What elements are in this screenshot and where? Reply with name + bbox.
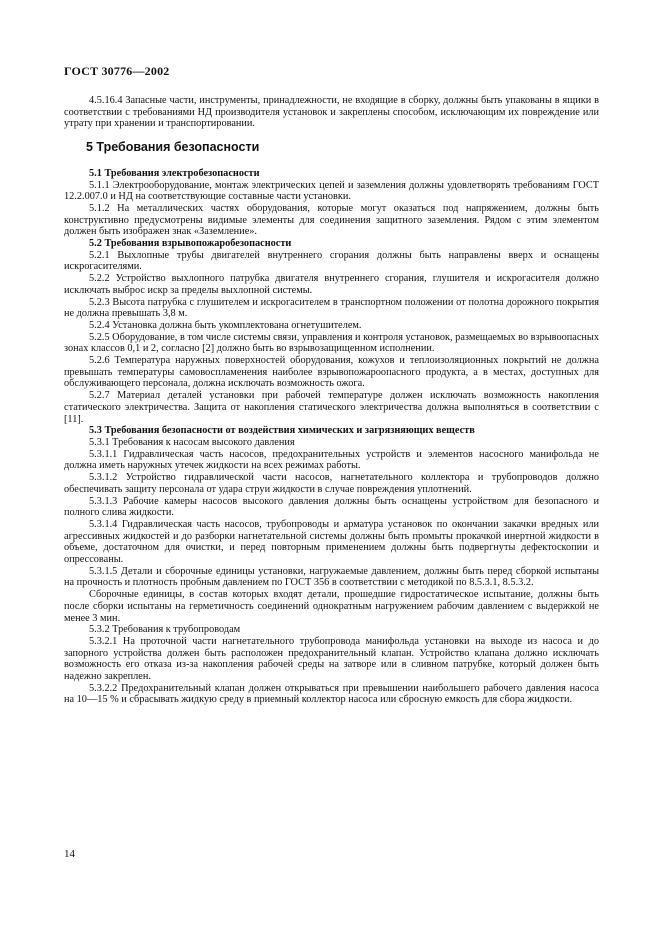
paragraph-5-1-1: 5.1.1 Электрооборудование, монтаж электрических цепей и заземления должны удовлетворять требованиям ГОСТ 12.2.007.0 и НД на соответствующие составные части установки.: [64, 179, 599, 203]
paragraph-5-1-2: 5.1.2 На металлических частях оборудования, которые могут оказаться под напряжением, должны быть конструктивно предусмотрены видимые элементы для соединения защитного заземления. Рядом с этим элементом должен быть изображен знак «Заземление».: [64, 202, 599, 238]
paragraph-5-3-2: 5.3.2 Требования к трубопроводам: [89, 624, 241, 636]
paragraph-5-2-6: 5.2.6 Температура наружных поверхностей оборудования, кожухов и теплоизоляционных покрытий не должна превышать температуры самовоспламенения наиболее взрывопожароопасного продукта, а в местах, доступных для обслуживающего персонала, должна исключать возможность ожога.: [64, 355, 599, 390]
subsection-heading-5-1: 5.1 Требования электробезопасности: [89, 167, 260, 179]
paragraph-5-3-2-1: 5.3.2.1 На проточной части нагнетательного трубопровода манифольда установки на выходе из насоса и до запорного устройства должен быть расположен предохранительный клапан. Устройство клапана должно исключать возможность его отказа из-за накопления рабочей среды на затворе или в сливном патрубке, который должен быть надежно закреплен.: [64, 635, 599, 683]
paragraph-5-3-1-5: 5.3.1.5 Детали и сборочные единицы установки, нагружаемые давлением, должны быть перед сборкой испытаны на прочность и плотность пробным давлением по ГОСТ 356 в соответствии с методикой по 8.5.3.1, 8.5.3.2.: [64, 565, 599, 589]
paragraph-5-2-4: 5.2.4 Установка должна быть укомплектована огнетушителем.: [89, 319, 362, 331]
paragraph-5-2-1: 5.2.1 Выхлопные трубы двигателей внутреннего сгорания должны быть направлены вверх и оснащены искрогасителями.: [64, 249, 599, 273]
paragraph-5-2-2: 5.2.2 Устройство выхлопного патрубка двигателя внутреннего сгорания, глушителя и искрогасителя должно исключать выброс искр за пределы выхлопной системы.: [64, 273, 599, 296]
section-heading-5: 5 Требования безопасности: [86, 140, 260, 155]
paragraph-5-3-1-2: 5.3.1.2 Устройство гидравлической части насосов, нагнетательного коллектора и трубопроводов должно обеспечивать защиту персонала от удара струи жидкости в случае повреждения уплотнений.: [64, 472, 599, 495]
paragraph-5-2-7: 5.2.7 Материал деталей установки при рабочей температуре должен исключать возможность накопления статического электричества. Защита от накопления статического электричества должна выполняться в соответствии с [11].: [64, 390, 599, 425]
subsection-heading-5-2: 5.2 Требования взрывопожаробезопасности: [89, 238, 292, 250]
page-body: [64, 95, 599, 706]
paragraph-5-3-1: 5.3.1 Требования к насосам высокого давления: [89, 436, 295, 448]
paragraph-5-3-2-2: 5.3.2.2 Предохранительный клапан должен открываться при превышении наибольшего рабочего давления насоса на 10—15 % и сбрасывать жидкую среду в приемный коллектор насоса или сбросную емкость для сбора жидкости.: [64, 682, 599, 706]
paragraph-5-3-1-4: 5.3.1.4 Гидравлическая часть насосов, трубопроводы и арматура установок по окончании закачки вредных или агрессивных жидкостей и до разборки нагнетательной системы должны быть промыты прокачкой инертной жидкости в объеме, достаточном для очистки, и перед повторным применением должны быть подвергнуты дефектоскопии и опрессованы.: [64, 518, 599, 566]
subsection-heading-5-3: 5.3 Требования безопасности от воздействия химических и загрязняющих веществ: [89, 425, 475, 437]
paragraph-5-3-1-1: 5.3.1.1 Гидравлическая часть насосов, предохранительных устройств и элементов насосного манифольда не должна иметь наружных утечек жидкости на всех режимах работы.: [64, 448, 599, 472]
paragraph-5-2-5: 5.2.5 Оборудование, в том числе системы связи, управления и контроля установок, размещаемых во взрывоопасных зонах классов 0,1 и 2, согласно [2] должно быть во взрывозащищенном исполнении.: [64, 331, 599, 355]
page-number: 14: [64, 848, 75, 860]
paragraph-4-5-16-4: 4.5.16.4 Запасные части, инструменты, принадлежности, не входящие в сборку, должны быть упакованы в ящики в соответствии с требованиями НД производителя установок и закреплены способом, исключающим их повреждение или утрату при хранении и транспортировании.: [64, 95, 599, 130]
paragraph-assembly-units: Сборочные единицы, в состав которых входят детали, прошедшие гидростатическое испытание, должны быть после сборки испытаны на герметичность соединений однократным нагружением рабочим давлением с выдержкой не менее 3 мин.: [64, 589, 599, 624]
paragraph-5-3-1-3: 5.3.1.3 Рабочие камеры насосов высокого давления должны быть оснащены устройством для безопасного и полного слива жидкости.: [64, 495, 599, 519]
running-header: ГОСТ 30776—2002: [64, 64, 170, 78]
paragraph-5-2-3: 5.2.3 Высота патрубка с глушителем и искрогасителем в транспортном положении от полотна дорожного покрытия не должна превышать 3,8 м.: [64, 296, 599, 320]
